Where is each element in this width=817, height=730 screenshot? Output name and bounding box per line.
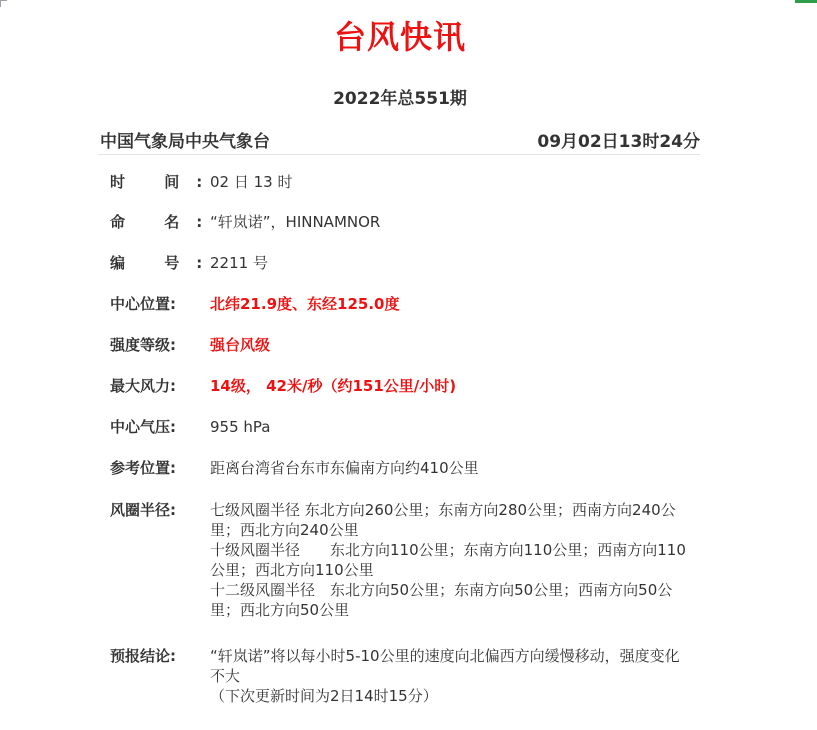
page-title: 台风快讯 — [333, 18, 466, 56]
wind-radius-level12: 十二级风圈半径 东北方向50公里；东南方向50公里；西南方向50公里；西北方向50公里 — [210, 581, 673, 619]
wind-radius-value — [210, 500, 690, 620]
issue-number: 2022年总551期 — [333, 89, 467, 109]
page-corner-mark — [795, 0, 817, 3]
reference-position-value: 距离台湾省台东市东偏南方向约410公里 — [210, 459, 479, 477]
header-divider — [98, 154, 700, 155]
intensity-level-value: 强台风级 — [210, 336, 271, 354]
center-pressure-value: 955 hPa — [210, 418, 271, 436]
intensity-level-label: 强度等级: — [110, 336, 176, 354]
max-wind-value: 14级， 42米/秒（约151公里/小时) — [210, 377, 457, 395]
wind-radius-level7: 七级风圈半径 东北方向260公里；东南方向280公里；西南方向240公里；西北方向240公里 — [210, 501, 676, 539]
center-pressure-label: 中心气压: — [110, 418, 176, 436]
page-corner-icon — [0, 0, 7, 7]
name-label: 命 名: — [110, 213, 220, 231]
max-wind-label: 最大风力: — [110, 377, 176, 395]
forecast-value — [210, 646, 690, 706]
reference-position-label: 参考位置: — [110, 459, 176, 477]
center-position-value: 北纬21.9度、东经125.0度 — [210, 295, 400, 313]
time-value: 02 日 13 时 — [210, 173, 293, 191]
release-datetime: 09月02日13时24分 — [537, 132, 700, 152]
wind-radius-level10: 十级风圈半径 东北方向110公里；东南方向110公里；西南方向110公里；西北方向110公里 — [210, 541, 686, 579]
forecast-label: 预报结论: — [110, 647, 176, 665]
forecast-text: “轩岚诺”将以每小时5-10公里的速度向北偏西方向缓慢移动，强度变化不大 — [210, 647, 680, 685]
agency-name: 中国气象局中央气象台 — [100, 132, 270, 152]
name-value: “轩岚诺”，HINNAMNOR — [210, 213, 381, 231]
wind-radius-label: 风圈半径: — [110, 501, 176, 519]
number-label: 编 号: — [110, 254, 220, 272]
time-label: 时 间: — [110, 173, 220, 191]
number-value: 2211 号 — [210, 254, 268, 272]
center-position-label: 中心位置: — [110, 295, 176, 313]
next-update-text: （下次更新时间为2日14时15分） — [210, 687, 438, 705]
